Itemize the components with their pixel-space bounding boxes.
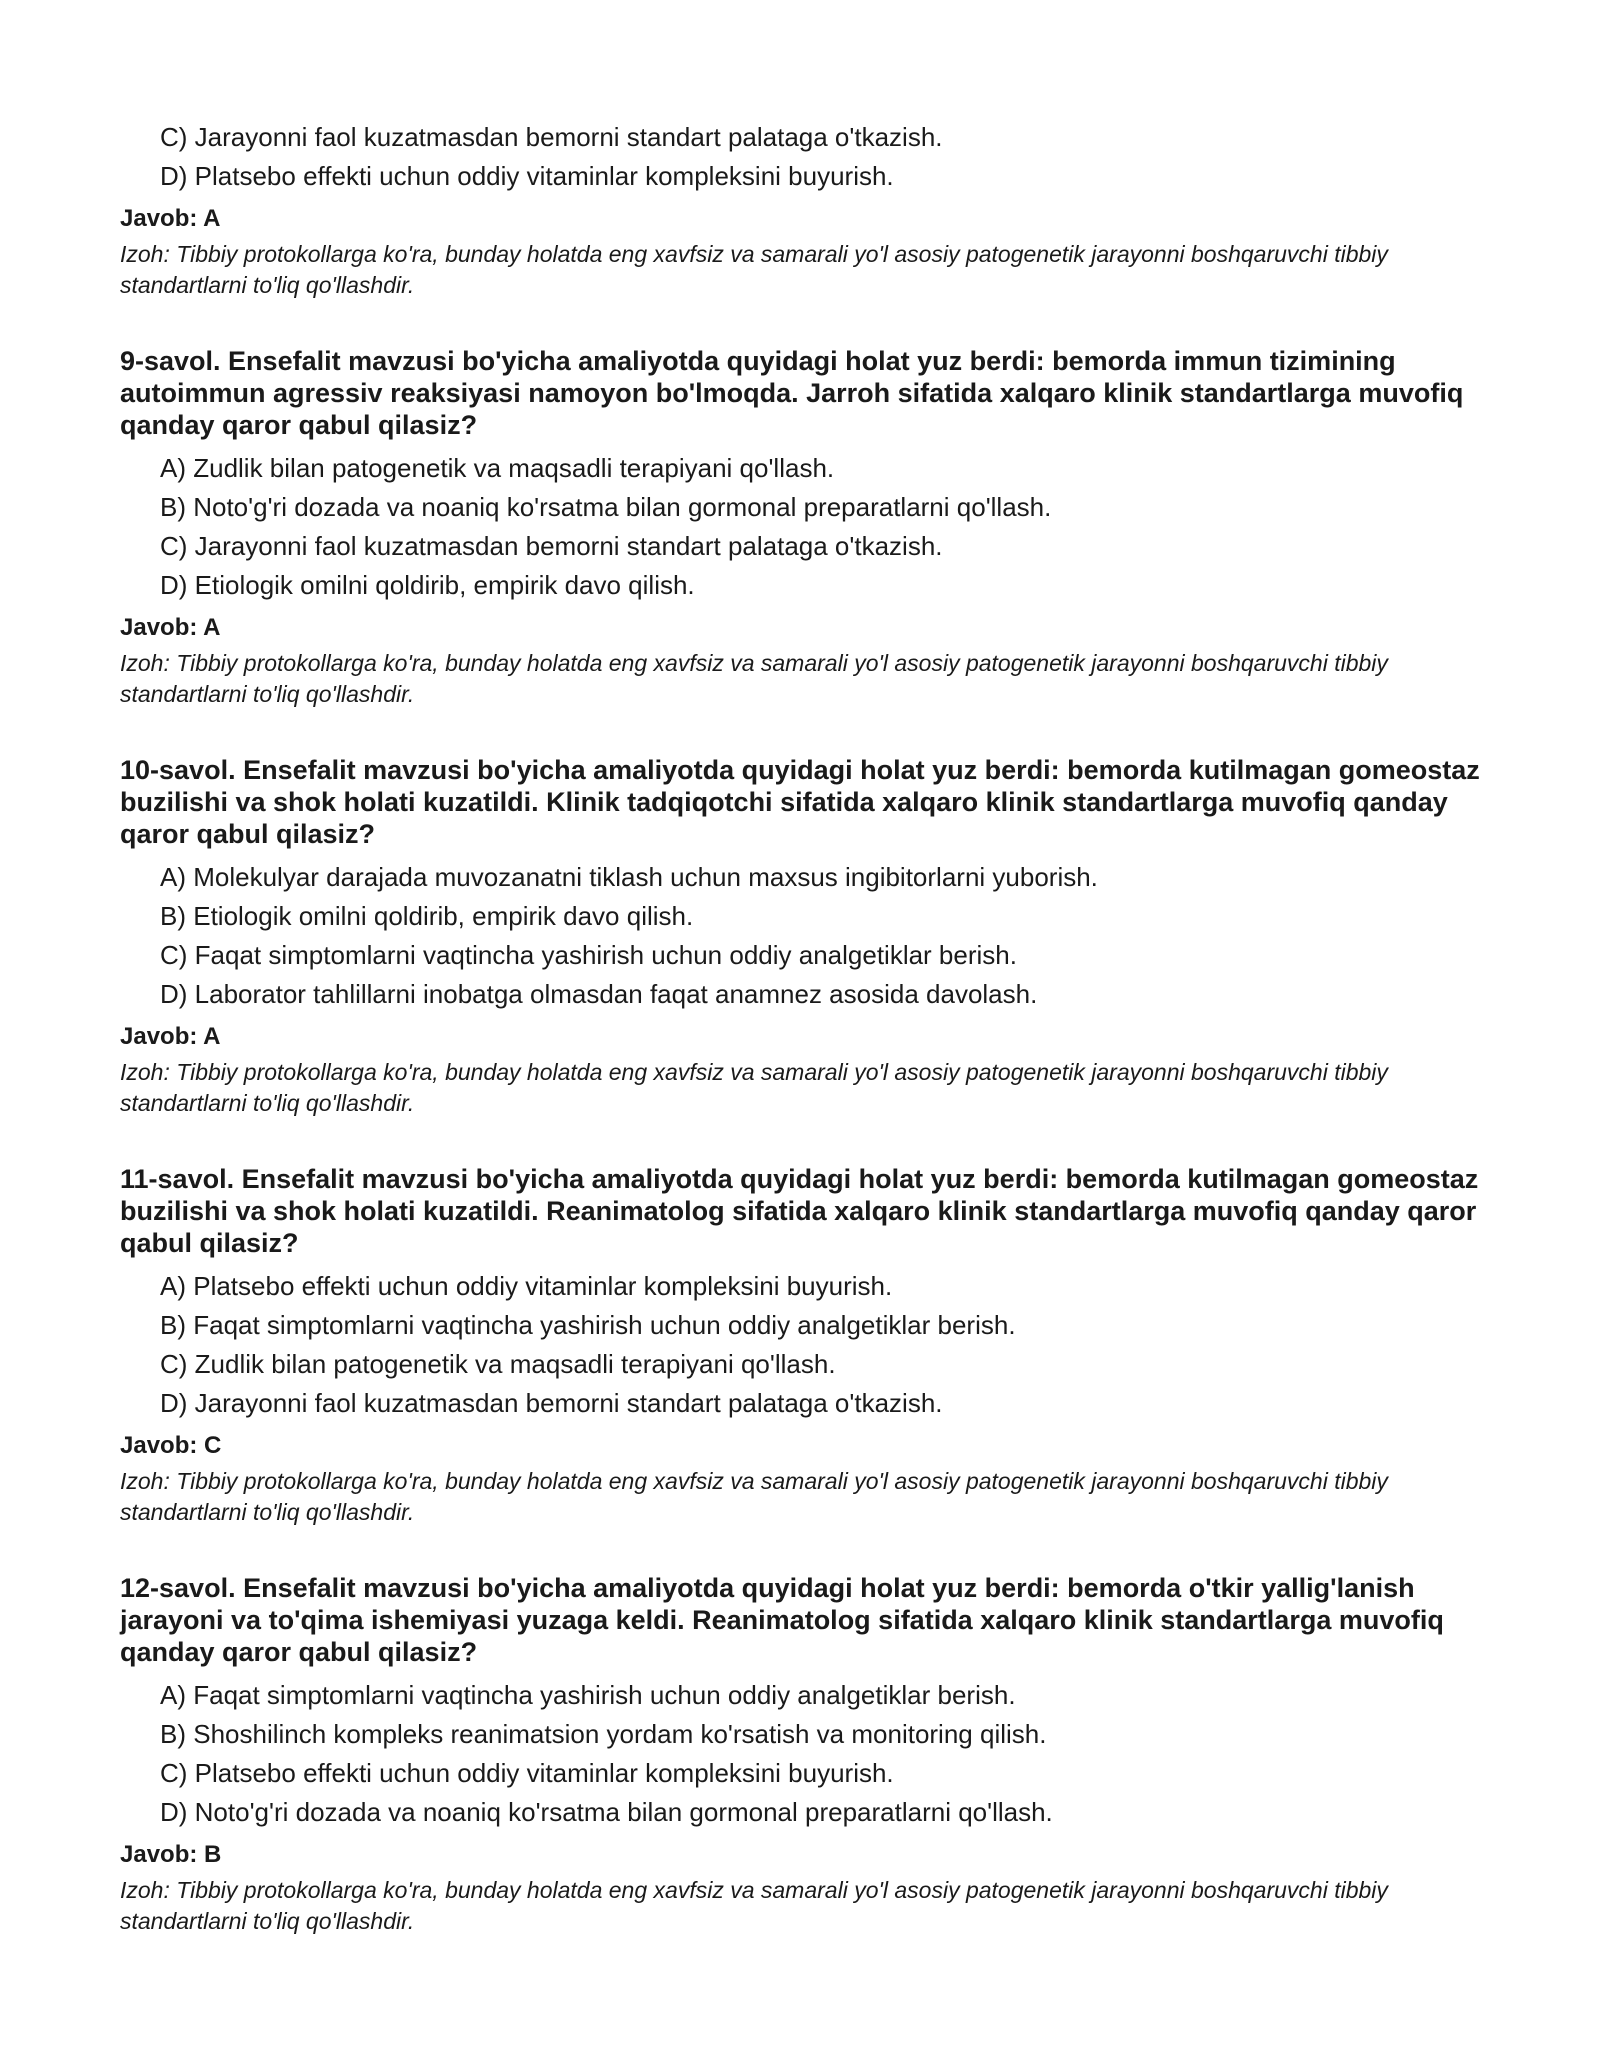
question-12: [120, 1572, 1500, 1937]
option-c: C) Platsebo effekti uchun oddiy vitaminlar kompleksini buyurish.: [160, 1758, 894, 1788]
option-c: C) Zudlik bilan patogenetik va maqsadli terapiyani qo'llash.: [160, 1349, 836, 1379]
question-8-continuation: [120, 0, 1500, 301]
option-a: A) Zudlik bilan patogenetik va maqsadli terapiyani qo'llash.: [160, 453, 835, 483]
option-c: C) Jarayonni faol kuzatmasdan bemorni standart palataga o'tkazish.: [160, 531, 943, 561]
option-c: C) Jarayonni faol kuzatmasdan bemorni standart palataga o'tkazish.: [160, 122, 943, 152]
explanation-text: Izoh: Tibbiy protokollarga ko'ra, bunday holatda eng xavfsiz va samarali yo'l asosiy patogenetik jarayonni boshqaruvchi tibbiy standartlarni to'liq qo'llashdir.: [120, 1877, 1388, 1934]
question-title: 11-savol. Ensefalit mavzusi bo'yicha amaliyotda quyidagi holat yuz berdi: bemorda kutilmagan gomeostaz buzilishi va shok holati kuzatildi. Reanimatolog sifatida xalqaro klinik standartlarga muvofiq qanday qaror qabul qilasiz?: [120, 1164, 1479, 1258]
option-b: B) Faqat simptomlarni vaqtincha yashirish uchun oddiy analgetiklar berish.: [160, 1310, 1016, 1340]
option-d: D) Etiologik omilni qoldirib, empirik davo qilish.: [160, 570, 695, 600]
option-d: D) Noto'g'ri dozada va noaniq ko'rsatma bilan gormonal preparatlarni qo'llash.: [160, 1797, 1053, 1827]
option-a: A) Molekulyar darajada muvozanatni tiklash uchun maxsus ingibitorlarni yuborish.: [160, 862, 1098, 892]
explanation-text: Izoh: Tibbiy protokollarga ko'ra, bunday holatda eng xavfsiz va samarali yo'l asosiy patogenetik jarayonni boshqaruvchi tibbiy standartlarni to'liq qo'llashdir.: [120, 241, 1388, 298]
explanation-text: Izoh: Tibbiy protokollarga ko'ra, bunday holatda eng xavfsiz va samarali yo'l asosiy patogenetik jarayonni boshqaruvchi tibbiy standartlarni to'liq qo'llashdir.: [120, 1468, 1388, 1525]
option-b: B) Noto'g'ri dozada va noaniq ko'rsatma bilan gormonal preparatlarni qo'llash.: [160, 492, 1052, 522]
option-b: B) Etiologik omilni qoldirib, empirik davo qilish.: [160, 901, 694, 931]
option-b: B) Shoshilinch kompleks reanimatsion yordam ko'rsatish va monitoring qilish.: [160, 1719, 1047, 1749]
option-a: A) Platsebo effekti uchun oddiy vitaminlar kompleksini buyurish.: [160, 1271, 893, 1301]
question-9: [120, 345, 1500, 710]
answer-label: Javob: A: [120, 614, 221, 641]
question-title: 12-savol. Ensefalit mavzusi bo'yicha amaliyotda quyidagi holat yuz berdi: bemorda o'tkir yallig'lanish jarayoni va to'qima ishemiyasi yuzaga keldi. Reanimatolog sifatida xalqaro klinik standartlarga muvofiq qanday qaror qabul qilasiz?: [120, 1573, 1444, 1667]
question-title: 9-savol. Ensefalit mavzusi bo'yicha amaliyotda quyidagi holat yuz berdi: bemorda immun tizimining autoimmun agressiv reaksiyasi namoyon bo'lmoqda. Jarroh sifatida xalqaro klinik standartlarga muvofiq qanday qaror qabul qilasiz?: [120, 346, 1464, 440]
explanation-text: Izoh: Tibbiy protokollarga ko'ra, bunday holatda eng xavfsiz va samarali yo'l asosiy patogenetik jarayonni boshqaruvchi tibbiy standartlarni to'liq qo'llashdir.: [120, 650, 1388, 707]
option-d: D) Jarayonni faol kuzatmasdan bemorni standart palataga o'tkazish.: [160, 1388, 943, 1418]
option-d: D) Laborator tahlillarni inobatga olmasdan faqat anamnez asosida davolash.: [160, 979, 1038, 1009]
answer-label: Javob: A: [120, 205, 221, 232]
document-page: [120, 0, 1500, 1937]
answer-label: Javob: C: [120, 1432, 222, 1459]
option-c: C) Faqat simptomlarni vaqtincha yashirish uchun oddiy analgetiklar berish.: [160, 940, 1017, 970]
explanation-text: Izoh: Tibbiy protokollarga ko'ra, bunday holatda eng xavfsiz va samarali yo'l asosiy patogenetik jarayonni boshqaruvchi tibbiy standartlarni to'liq qo'llashdir.: [120, 1059, 1388, 1116]
answer-label: Javob: B: [120, 1841, 222, 1868]
option-a: A) Faqat simptomlarni vaqtincha yashirish uchun oddiy analgetiklar berish.: [160, 1680, 1016, 1710]
question-10: [120, 754, 1500, 1119]
answer-label: Javob: A: [120, 1023, 221, 1050]
option-d: D) Platsebo effekti uchun oddiy vitaminlar kompleksini buyurish.: [160, 161, 894, 191]
question-title: 10-savol. Ensefalit mavzusi bo'yicha amaliyotda quyidagi holat yuz berdi: bemorda kutilmagan gomeostaz buzilishi va shok holati kuzatildi. Klinik tadqiqotchi sifatida xalqaro klinik standartlarga muvofiq qanday qaror qabul qilasiz?: [120, 755, 1480, 849]
question-11: [120, 1163, 1500, 1528]
